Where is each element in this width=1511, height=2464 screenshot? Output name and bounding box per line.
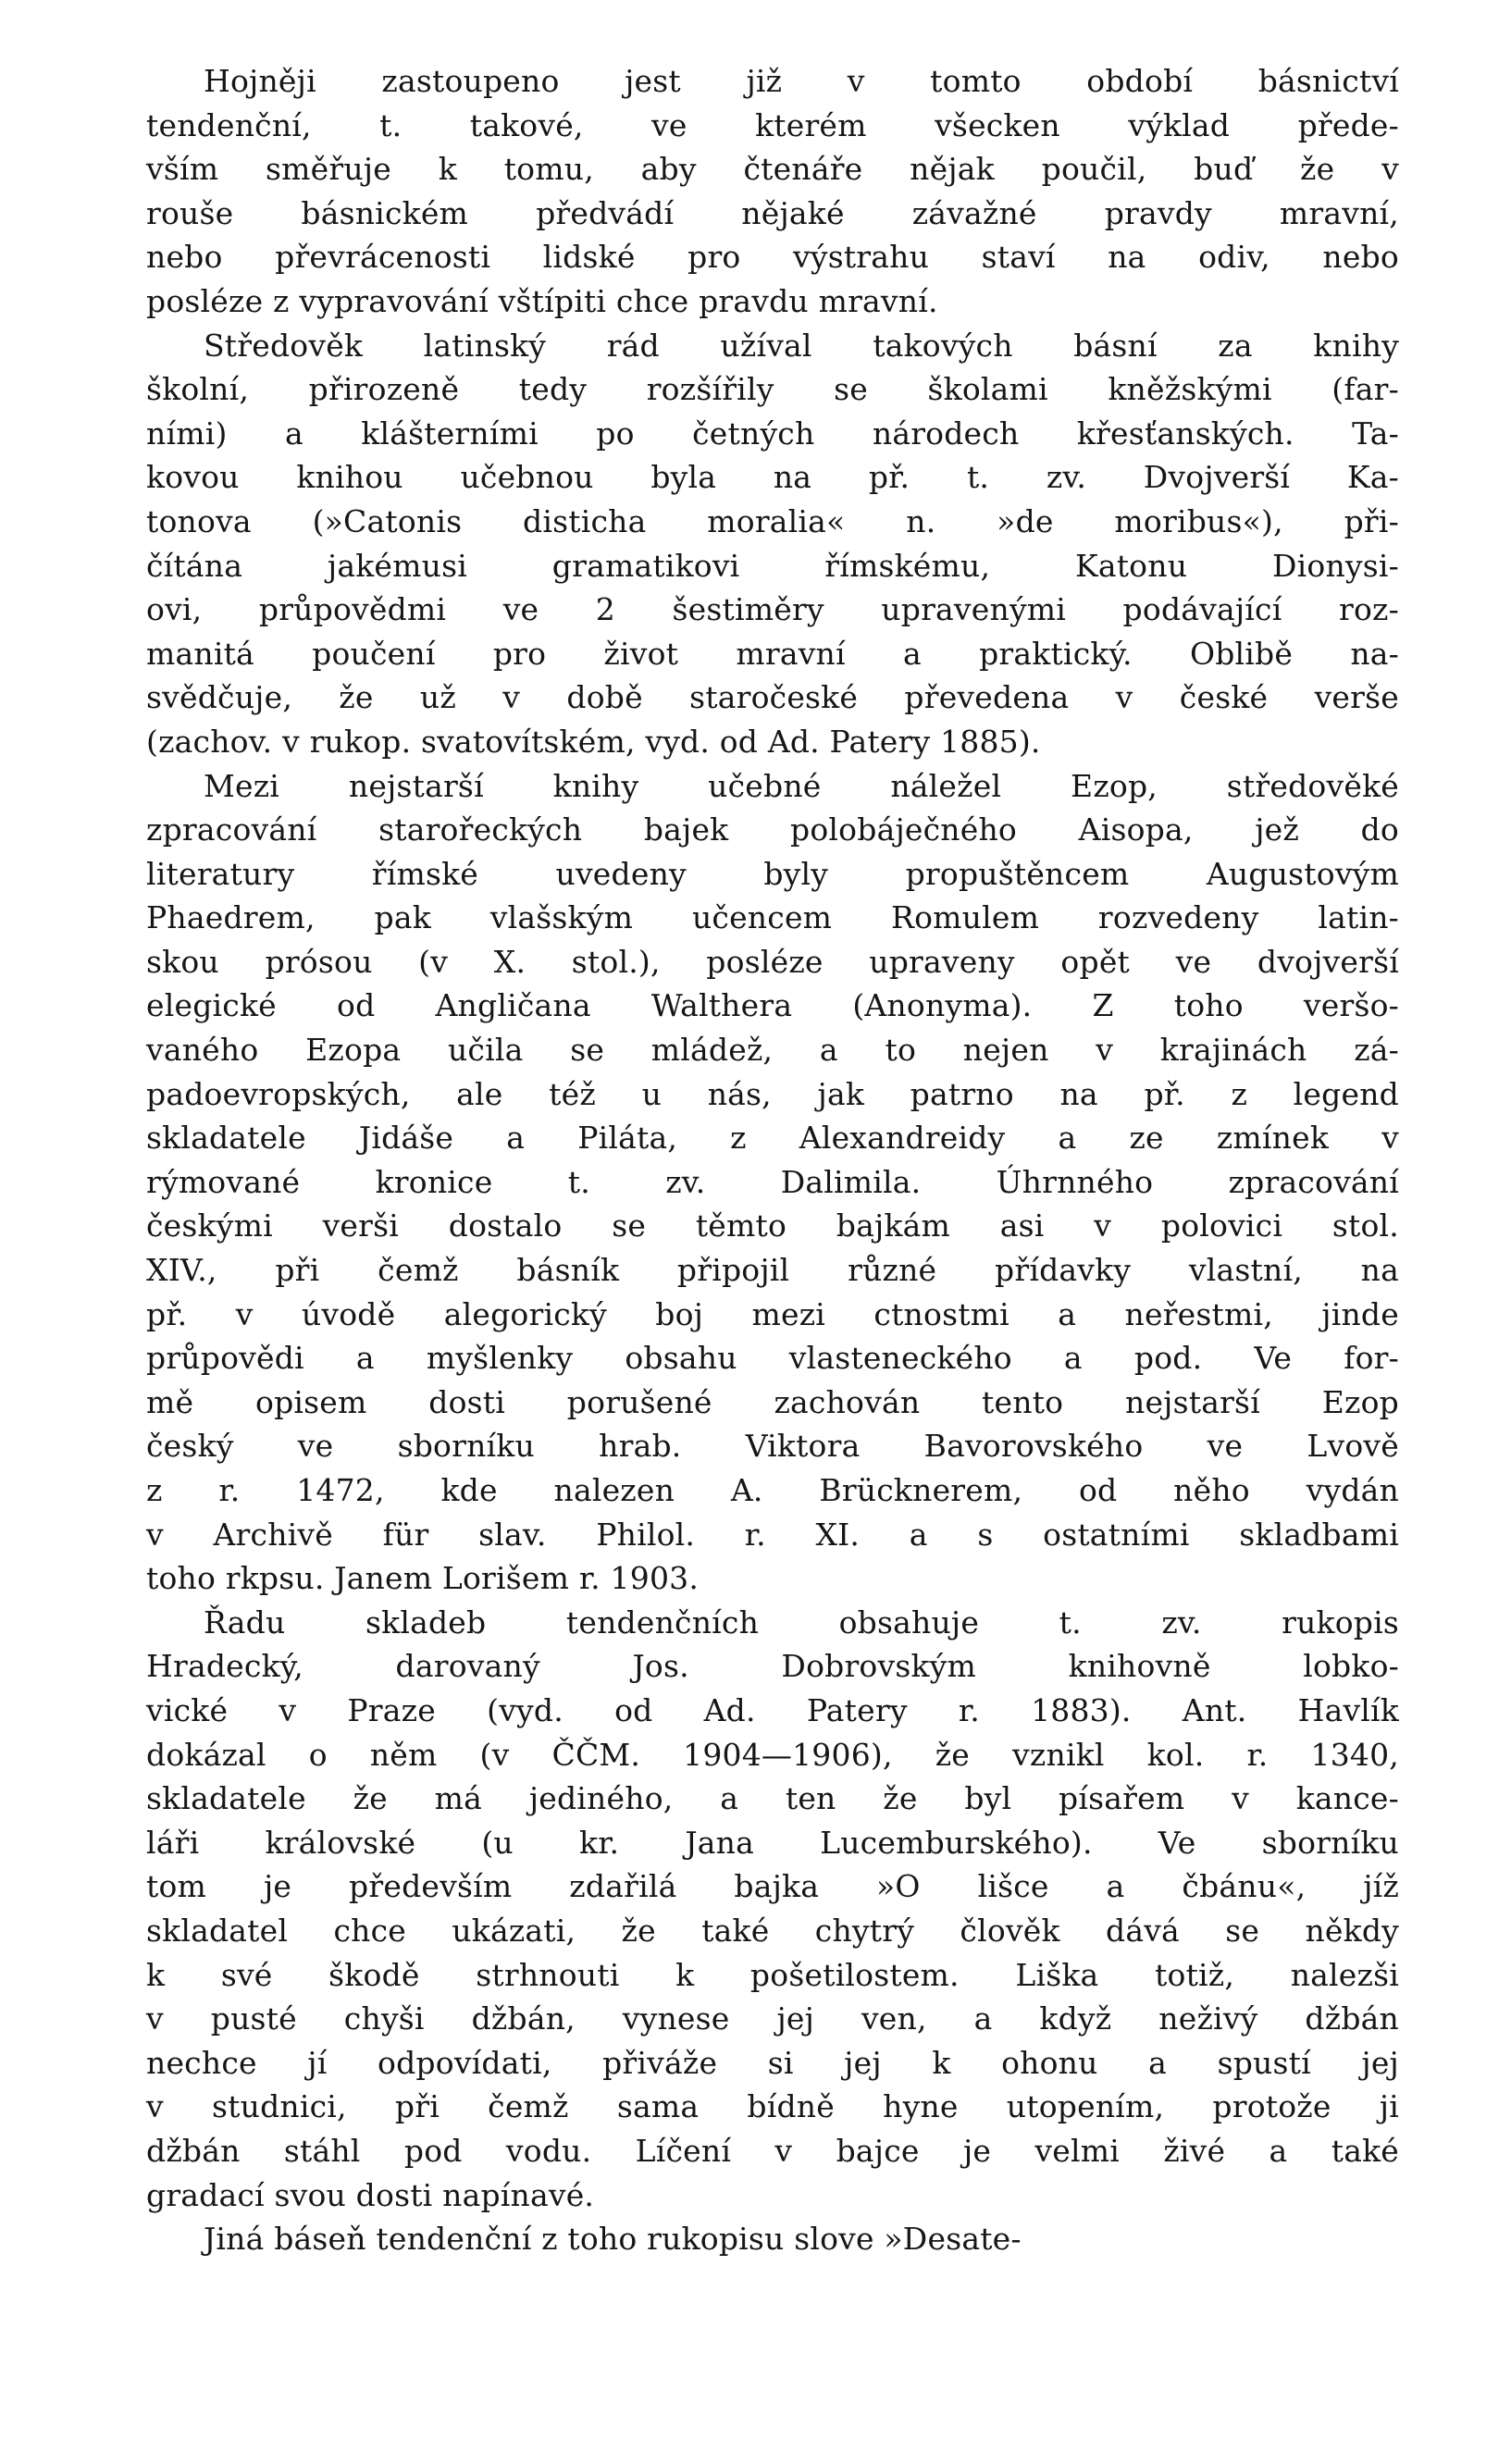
text-line: v pusté chyši džbán, vynese jej ven, a když neživý džbán (146, 2000, 1399, 2037)
text-line: vším směřuje k tomu, aby čtenáře nějak poučil, buď že v (146, 151, 1399, 188)
text-line: skladatele Jidáše a Piláta, z Alexandreidy a ze zmínek v (146, 1120, 1399, 1157)
text-line: z r. 1472, kde nalezen A. Brücknerem, od něho vydán (146, 1472, 1399, 1508)
text-line: tendenční, t. takové, ve kterém všecken výklad přede- (146, 106, 1399, 143)
text-line: skladatel chce ukázati, že také chytrý člověk dává se někdy (146, 1912, 1399, 1949)
text-line: svědčuje, že už v době staročeské převedena v české verše (146, 679, 1399, 716)
text-line: zpracování starořeckých bajek polobáječného Aisopa, jež do (146, 811, 1399, 848)
text-line: XIV., při čemž básník připojil různé přídavky vlastní, na (146, 1252, 1399, 1289)
text-line: manitá poučení pro život mravní a praktický. Oblibě na- (146, 635, 1399, 672)
text-line: Phaedrem, pak vlašským učencem Romulem rozvedeny latin- (146, 899, 1399, 936)
text-line: skou prósou (v X. stol.), posléze upraveny opět ve dvojverší (146, 943, 1399, 980)
text-line: gradací svou dosti napínavé. (146, 2176, 595, 2213)
text-line: Jiná báseň tendenční z toho rukopisu slove »Desate- (204, 2221, 1022, 2258)
text-line: čítána jakémusi gramatikovi římskému, Katonu Dionysi- (146, 547, 1399, 584)
text-line: kovou knihou učebnou byla na př. t. zv. Dvojverší Ka- (146, 459, 1399, 496)
text-line: mě opisem dosti porušené zachován tento nejstarší Ezop (146, 1383, 1399, 1420)
text-line: rouše básnickém předvádí nějaké závažné pravdy mravní, (146, 194, 1399, 231)
text-line: dokázal o něm (v ČČM. 1904—1906), že vznikl kol. r. 1340, (146, 1736, 1399, 1773)
body-text (146, 59, 1399, 2261)
text-line: literatury římské uvedeny byly propuštěncem Augustovým (146, 855, 1399, 892)
text-line: v Archivě für slav. Philol. r. XI. a s ostatními skladbami (146, 1516, 1399, 1553)
text-line: nechce jí odpovídati, přiváže si jej k ohonu a spustí jej (146, 2044, 1399, 2081)
text-line: Hradecký, darovaný Jos. Dobrovským knihovně lobko- (146, 1648, 1399, 1685)
text-line: padoevropských, ale též u nás, jak patrno na př. z legend (146, 1075, 1399, 1112)
text-line: školní, přirozeně tedy rozšířily se školami kněžskými (far- (146, 371, 1399, 408)
text-line: ovi, průpovědmi ve 2 šestiměry upravenými podávající roz- (146, 591, 1399, 628)
text-line: vické v Praze (vyd. od Ad. Patery r. 1883). Ant. Havlík (146, 1691, 1399, 1728)
text-line: př. v úvodě alegorický boj mezi ctnostmi a neřestmi, jinde (146, 1295, 1399, 1332)
text-line: (zachov. v rukop. svatovítském, vyd. od Ad. Patery 1885). (146, 723, 1041, 760)
text-line: Řadu skladeb tendenčních obsahuje t. zv. rukopis (204, 1603, 1399, 1641)
text-line: v studnici, při čemž sama bídně hyne utopením, protože ji (146, 2088, 1399, 2125)
text-line: tonova (»Catonis disticha moralia« n. »de moribus«), při- (146, 502, 1399, 539)
text-line: českými verši dostalo se těmto bajkám asi v polovici stol. (146, 1207, 1399, 1244)
text-line: toho rkpsu. Janem Lorišem r. 1903. (146, 1560, 700, 1597)
text-line: džbán stáhl pod vodu. Líčení v bajce je velmi živé a také (146, 2132, 1399, 2169)
text-line: průpovědi a myšlenky obsahu vlasteneckého a pod. Ve for- (146, 1340, 1399, 1377)
text-line: skladatele že má jediného, a ten že byl písařem v kance- (146, 1780, 1399, 1817)
text-line: Středověk latinský rád užíval takových básní za knihy (204, 327, 1399, 364)
text-line: láři královské (u kr. Jana Lucemburského). Ve sborníku (146, 1824, 1399, 1861)
text-line: tom je především zdařilá bajka »O lišce a čbánu«, jíž (146, 1868, 1399, 1905)
text-line: k své škodě strhnouti k pošetilostem. Liška totiž, nalezši (146, 1956, 1399, 1993)
text-line: elegické od Angličana Walthera (Anonyma). Z toho veršo- (146, 987, 1399, 1024)
text-line: Mezi nejstarší knihy učebné náležel Ezop, středověké (204, 767, 1399, 804)
text-line: český ve sborníku hrab. Viktora Bavorovského ve Lvově (146, 1428, 1399, 1465)
text-line: rýmované kronice t. zv. Dalimila. Úhrnného zpracování (146, 1163, 1399, 1200)
text-line: nebo převrácenosti lidské pro výstrahu staví na odiv, nebo (146, 239, 1399, 276)
text-line: Hojněji zastoupeno jest již v tomto období básnictví (204, 63, 1399, 99)
text-line: ními) a klášterními po četných národech křesťanských. Ta- (146, 415, 1399, 452)
text-line: posléze z vypravování vštípiti chce pravdu mravní. (146, 282, 938, 319)
text-line: vaného Ezopa učila se mládež, a to nejen v krajinách zá- (146, 1032, 1399, 1069)
